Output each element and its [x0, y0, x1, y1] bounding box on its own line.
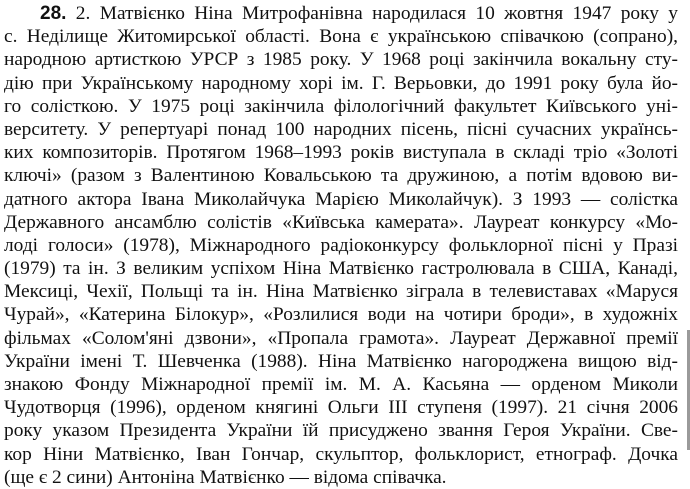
- text-line: України імені Т. Шевченка (1988). Ніна Матвієнко нагороджена вищою від-: [4, 350, 678, 372]
- text-line: ких композиторів. Протягом 1968–1993 років виступала в складі тріо «Золоті: [4, 142, 678, 164]
- text-line-content: 2. Матвієнко Ніна Митрофанівна народилася 10 жовтня 1947 року у: [75, 3, 678, 24]
- text-line: Мексиці, Чехії, Польщі та ін. Ніна Матвієнко зіграла в телевиставах «Маруся: [4, 281, 678, 303]
- text-line: го солісткою. У 1975 році закінчила філологічний факультет Київського уні-: [4, 95, 678, 117]
- exercise-text: [4, 2, 678, 489]
- text-line: Чудотворця (1996), орденом княгині Ольги III ступеня (1997). 21 січня 2006: [4, 397, 678, 419]
- text-line: с. Неділище Житомирської області. Вона є українською співачкою (сопрано),: [4, 26, 678, 48]
- text-line: кор Ніни Матвієнко, Іван Гончар, скульптор, фольклорист, етнограф. Дочка: [4, 443, 678, 465]
- text-line: дію при Українському народному хорі ім. Г. Верьовки, до 1991 року була йо-: [4, 72, 678, 94]
- text-line: Чурай», «Катерина Білокур», «Розлилися води на чотири броди», в художніх: [4, 304, 678, 326]
- text-line: датного актора Івана Миколайчука Марією Миколайчук). З 1993 — солістка: [4, 188, 678, 210]
- text-line: фільмах «Солом'яні дзвони», «Пропала грамота». Лауреат Державної премії: [4, 327, 678, 349]
- text-line: знакою Фонду Міжнародної премії ім. М. А. Касьяна — орденом Миколи: [4, 374, 678, 395]
- text-line: [4, 2, 678, 25]
- exercise-number: 28.: [40, 3, 67, 24]
- text-line: (1979) та ін. З великим успіхом Ніна Матвієнко гастролювала в США, Канаді,: [4, 258, 678, 280]
- text-line: ключі» (разом з Валентиною Ковальською та дружиною, а потім вдовою ви-: [4, 165, 678, 187]
- text-line: (ще є 2 сини) Антоніна Матвієнко — відома співачка.: [4, 466, 447, 488]
- text-line: народною артисткою УРСР з 1985 року. У 1968 році закінчила вокальну сту-: [4, 49, 678, 71]
- text-line: Державного ансамблю солістів «Київська камерата». Лауреат конкурсу «Мо-: [4, 211, 678, 233]
- text-line: лоді голоси» (1978), Міжнародного радіоконкурсу фольклорної пісні у Празі: [4, 234, 678, 256]
- text-line: верситету. У репертуарі понад 100 народних пісень, пісні сучасних українсь-: [4, 118, 678, 140]
- text-line: року указом Президента України їй присуджено звання Героя України. Све-: [4, 420, 678, 442]
